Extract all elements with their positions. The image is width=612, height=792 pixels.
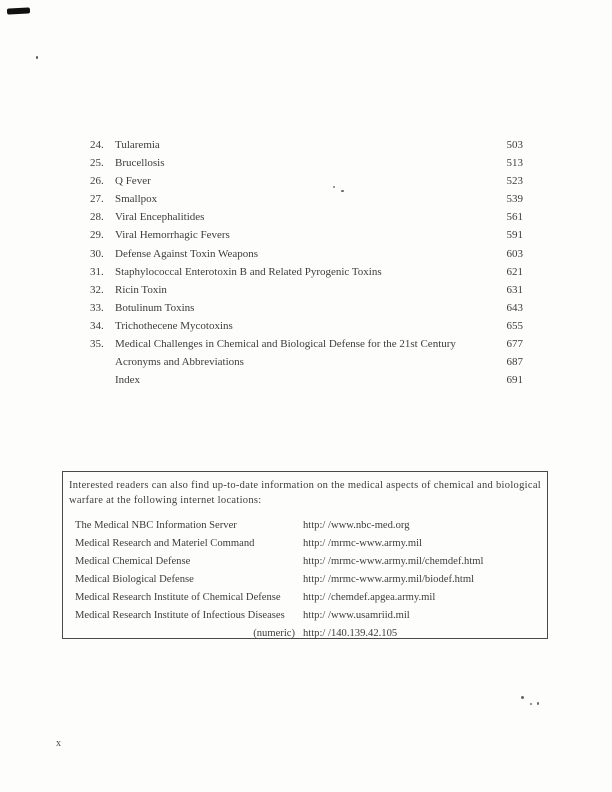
chapter-number: 28. xyxy=(90,211,104,224)
chapter-page: 677 xyxy=(506,338,523,351)
toc-entry xyxy=(90,208,523,226)
chapter-title: Trichothecene Mycotoxins xyxy=(115,319,233,332)
toc-entry xyxy=(90,154,523,172)
toc-entry xyxy=(90,353,523,371)
chapter-number: 25. xyxy=(90,157,104,170)
toc-entry xyxy=(90,299,523,317)
toc-entry xyxy=(90,190,523,208)
chapter-number: 31. xyxy=(90,265,104,278)
link-label: Medical Research and Materiel Command xyxy=(75,538,255,549)
link-label: The Medical NBC Information Server xyxy=(75,520,237,531)
chapter-number: 26. xyxy=(90,175,104,188)
link-row xyxy=(63,589,547,607)
link-url: http:/ /mrmc-www.army.mil/chemdef.html xyxy=(303,556,484,567)
chapter-page: 603 xyxy=(506,247,523,260)
chapter-title: Brucellosis xyxy=(115,157,165,170)
link-row xyxy=(63,553,547,571)
chapter-number: 35. xyxy=(90,338,104,351)
chapter-page: 631 xyxy=(506,283,523,296)
chapter-page: 591 xyxy=(506,229,523,242)
link-row xyxy=(63,607,547,625)
link-url: http:/ /140.139.42.105 xyxy=(303,628,398,639)
chapter-page: 523 xyxy=(506,175,523,188)
chapter-title: Q Fever xyxy=(115,175,151,188)
chapter-title: Ricin Toxin xyxy=(115,283,167,296)
chapter-number: 34. xyxy=(90,319,104,332)
chapter-page: 655 xyxy=(506,319,523,332)
scan-artifact xyxy=(7,7,30,14)
chapter-page: 687 xyxy=(506,356,523,369)
scan-artifact xyxy=(521,696,524,699)
chapter-number: 24. xyxy=(90,139,104,151)
link-label: Medical Research Institute of Chemical Defense xyxy=(75,592,281,603)
internet-locations-box xyxy=(62,471,548,639)
chapter-number: 33. xyxy=(90,301,104,314)
toc-entry xyxy=(90,136,523,154)
chapter-page: 503 xyxy=(506,139,523,151)
link-url: http:/ /mrmc-www.army.mil/biodef.html xyxy=(303,574,475,585)
scan-artifact xyxy=(36,56,38,59)
chapter-title: Medical Challenges in Chemical and Biological Defense for the 21st Century xyxy=(115,338,456,351)
link-url: http:/ /www.nbc-med.org xyxy=(303,520,410,531)
link-url: http:/ /chemdef.apgea.army.mil xyxy=(303,592,436,603)
chapter-title: Index xyxy=(115,374,141,387)
table-of-contents xyxy=(90,136,523,389)
chapter-number: 32. xyxy=(90,283,104,296)
link-row xyxy=(63,535,547,553)
toc-entry xyxy=(90,245,523,263)
toc-entry xyxy=(90,172,523,190)
chapter-page: 561 xyxy=(506,211,523,224)
scan-artifact xyxy=(530,703,532,705)
toc-entry xyxy=(90,263,523,281)
scan-artifact xyxy=(537,702,539,705)
page-number: x xyxy=(56,738,61,749)
link-row xyxy=(63,517,547,535)
chapter-title: Botulinum Toxins xyxy=(115,301,195,314)
link-row xyxy=(63,571,547,589)
toc-entry xyxy=(90,317,523,335)
chapter-title: Staphylococcal Enterotoxin B and Related Pyrogenic Toxins xyxy=(115,265,382,278)
chapter-number: 29. xyxy=(90,229,104,242)
chapter-number: 30. xyxy=(90,247,104,260)
chapter-title: Acronyms and Abbreviations xyxy=(115,356,244,369)
link-label: (numeric) xyxy=(253,628,295,639)
chapter-title: Tularemia xyxy=(115,139,160,151)
toc-entry xyxy=(90,226,523,244)
info-box-intro: Interested readers can also find up-to-date information on the medical aspects of chemical and biological warfare at the following internet locations: xyxy=(69,480,541,506)
chapter-number: 27. xyxy=(90,193,104,206)
chapter-title: Viral Hemorrhagic Fevers xyxy=(115,229,230,242)
link-url: http:/ /www.usamriid.mil xyxy=(303,610,410,621)
link-url: http:/ /mrmc-www.army.mil xyxy=(303,538,422,549)
link-label: Medical Research Institute of Infectious Diseases xyxy=(75,610,285,621)
link-label: Medical Chemical Defense xyxy=(75,556,191,567)
chapter-page: 539 xyxy=(506,193,523,206)
toc-entry xyxy=(90,371,523,389)
chapter-title: Viral Encephalitides xyxy=(115,211,205,224)
chapter-page: 513 xyxy=(506,157,523,170)
chapter-page: 643 xyxy=(506,301,523,314)
link-label: Medical Biological Defense xyxy=(75,574,194,585)
link-rows xyxy=(63,517,547,643)
chapter-page: 691 xyxy=(506,374,523,387)
link-row xyxy=(63,625,547,643)
toc-entry xyxy=(90,281,523,299)
toc-entry xyxy=(90,335,523,353)
chapter-title: Smallpox xyxy=(115,193,158,206)
chapter-title: Defense Against Toxin Weapons xyxy=(115,247,259,260)
chapter-page: 621 xyxy=(506,265,523,278)
